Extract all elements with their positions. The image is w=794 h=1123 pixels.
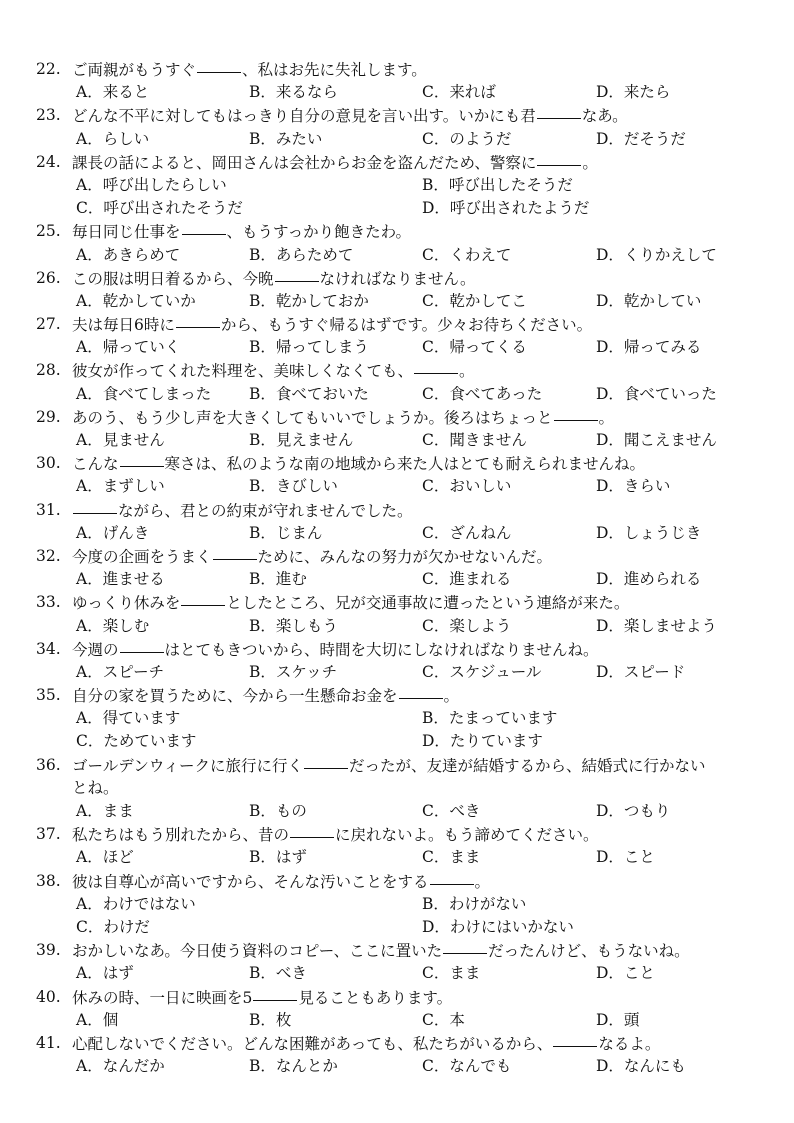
choices-row <box>36 893 776 916</box>
answer-choice[interactable]: D．きらい <box>596 477 671 496</box>
question-number: 26. <box>36 268 61 287</box>
answer-choice[interactable]: C．わけだ <box>76 917 150 936</box>
stem-text-before: 今度の企画をうまく <box>72 547 212 566</box>
answer-choice[interactable]: D．乾かしてい <box>596 291 702 310</box>
question-number: 27. <box>36 315 61 334</box>
choices-row <box>36 522 776 545</box>
question-number: 31. <box>36 500 61 519</box>
stem-text-after: だったが、友達が結婚するから、結婚式に行かない <box>348 756 706 775</box>
question-item <box>36 684 776 754</box>
choices-row <box>36 1009 776 1032</box>
question-stem <box>36 870 776 893</box>
answer-choice[interactable]: A．らしい <box>76 129 150 148</box>
answer-choice[interactable]: D．くりかえして <box>596 245 717 264</box>
answer-choice[interactable]: B．楽しもう <box>249 616 338 635</box>
stem-text-after: に戻れないよ。もう諦めてください。 <box>335 826 599 845</box>
answer-blank <box>290 823 334 838</box>
question-item <box>36 151 776 221</box>
stem-text-before: 夫は毎日6時に <box>72 316 175 335</box>
stem-text-before: 課長の話によると、岡田さんは会社からお金を盗んだため、警察に <box>72 153 537 172</box>
answer-blank <box>213 545 257 560</box>
answer-choice[interactable]: D．食べていった <box>596 384 717 403</box>
stem-text-before: 自分の家を買うために、今から一生懸命お金を <box>72 687 398 706</box>
question-number: 32. <box>36 546 61 565</box>
answer-choice[interactable]: B．見えません <box>249 431 354 449</box>
stem-text-after: 、私はお先に失礼します。 <box>242 61 427 79</box>
answer-blank <box>537 104 581 119</box>
question-number: 41. <box>36 1033 61 1052</box>
question-number: 38. <box>36 871 61 890</box>
answer-choice[interactable]: C．来れば <box>422 83 496 102</box>
answer-choice[interactable]: C．食べてあった <box>422 384 543 403</box>
answer-choice[interactable]: B．わけがない <box>422 894 527 913</box>
question-item <box>36 870 776 940</box>
answer-choice[interactable]: A．乾かしていか <box>76 291 196 310</box>
answer-choice[interactable]: D．なんにも <box>596 1057 686 1076</box>
question-number: 22. <box>36 60 61 78</box>
question-stem <box>36 754 776 777</box>
answer-choice[interactable]: A．げんき <box>76 523 150 542</box>
stem-text-after: 見ることもあります。 <box>298 988 453 1007</box>
question-number: 29. <box>36 407 61 426</box>
answer-choice[interactable]: B．もの <box>249 802 307 820</box>
answer-choice[interactable]: D．つもり <box>596 802 671 820</box>
stem-text-before: おかしいなあ。今日使う資料のコピー、ここに置いた <box>72 942 443 961</box>
answer-choice[interactable]: A．得ています <box>76 709 181 728</box>
answer-blank <box>275 267 319 282</box>
answer-blank <box>537 151 581 166</box>
stem-text-after: ために、みんなの努力が欠かせないんだ。 <box>257 547 553 566</box>
question-number: 35. <box>36 686 61 705</box>
question-stem <box>36 359 776 382</box>
question-item <box>36 823 776 869</box>
stem-text-before: ご両親がもうすぐ <box>72 61 197 79</box>
answer-blank <box>554 406 598 421</box>
answer-choice[interactable]: C．呼び出されたそうだ <box>76 199 243 218</box>
answer-choice[interactable]: B．進む <box>249 570 307 589</box>
stem-text-after: ながら、君との約束が守れませんでした。 <box>118 501 413 520</box>
question-item <box>36 313 776 359</box>
stem-text-after: としたところ、兄が交通事故に遭ったという連絡が来た。 <box>226 594 630 613</box>
question-stem <box>36 545 776 568</box>
answer-choice[interactable]: D．たりています <box>422 732 543 751</box>
answer-choice[interactable]: C．進まれる <box>422 570 512 589</box>
answer-choice[interactable]: B．なんとか <box>249 1057 338 1076</box>
stem-text-after: 。 <box>598 408 615 427</box>
answer-choice[interactable]: A．はず <box>76 964 134 983</box>
answer-blank <box>553 1032 597 1047</box>
choices-row <box>36 290 776 313</box>
answer-choice[interactable]: D．進められる <box>596 570 702 589</box>
question-item <box>36 638 776 684</box>
answer-choice[interactable]: A．なんだか <box>76 1057 165 1076</box>
answer-choice[interactable]: B．みたい <box>249 129 323 148</box>
stem-text-before: 休みの時、一日に映画を5 <box>72 988 253 1007</box>
choices-row <box>36 730 776 753</box>
choices-row <box>36 475 776 498</box>
choices-row <box>36 174 776 197</box>
answer-choice[interactable]: A．あきらめて <box>76 245 181 264</box>
answer-blank <box>414 359 458 374</box>
answer-choice[interactable]: D．帰ってみる <box>596 338 702 357</box>
question-stem <box>36 406 776 429</box>
answer-choice[interactable]: A．ほど <box>76 848 134 867</box>
question-number: 33. <box>36 593 61 612</box>
question-stem <box>36 499 776 522</box>
answer-choice[interactable]: C．帰ってくる <box>422 338 527 357</box>
question-stem <box>36 1032 776 1055</box>
answer-choice[interactable]: D．こと <box>596 964 655 983</box>
answer-choice[interactable]: A．帰っていく <box>76 338 181 357</box>
question-number: 28. <box>36 361 61 380</box>
stem-text-after: なあ。 <box>581 107 628 126</box>
question-item <box>36 220 776 266</box>
answer-blank <box>120 452 164 467</box>
question-item <box>36 452 776 498</box>
answer-choice[interactable]: C．本 <box>422 1010 465 1029</box>
answer-choice[interactable]: A．進ませる <box>76 570 165 589</box>
stem-text-before: あのう、もう少し声を大きくしてもいいでしょうか。後ろはちょっと <box>72 408 553 427</box>
question-number: 24. <box>36 152 61 171</box>
choices-row <box>36 916 776 939</box>
stem-text-after: 。 <box>459 362 475 381</box>
question-stem <box>36 823 776 846</box>
stem-text-before: どんな不平に対してもはっきり自分の意見を言い出す。いかにも君 <box>72 107 536 126</box>
stem-text-before: ゴールデンウィークに旅行に行く <box>72 756 303 775</box>
stem-text-before: 毎日同じ仕事を <box>72 223 181 242</box>
choices-row <box>36 615 776 638</box>
answer-blank <box>399 684 443 699</box>
question-number: 39. <box>36 941 61 960</box>
choices-row <box>36 846 776 869</box>
question-stem <box>36 267 776 290</box>
stem-text-before: この服は明日着るから、今晩 <box>72 269 274 288</box>
stem-text-after: 、もうすっかり飽きたわ。 <box>226 223 411 242</box>
answer-choice[interactable]: D．だそうだ <box>596 129 686 148</box>
answer-choice[interactable]: B．たまっています <box>422 709 558 728</box>
choices-row <box>36 1055 776 1078</box>
choices-row <box>36 81 776 104</box>
stem-text-after: 。 <box>474 872 491 891</box>
answer-choice[interactable]: B．きびしい <box>249 477 338 496</box>
stem-text-before: 彼女が作ってくれた料理を、美味しくなくても、 <box>72 362 414 381</box>
choices-row <box>36 197 776 220</box>
answer-choice[interactable]: D．スピード <box>596 662 686 681</box>
answer-choice[interactable]: B．はず <box>249 848 307 867</box>
choices-row <box>36 429 776 452</box>
stem-text-before: こんな <box>72 455 119 474</box>
choices-row <box>36 962 776 985</box>
question-stem <box>36 939 776 962</box>
answer-choice[interactable]: C．ためています <box>76 732 197 751</box>
choices-row <box>36 568 776 591</box>
question-item <box>36 406 776 452</box>
question-stem <box>36 591 776 614</box>
choices-row <box>36 707 776 730</box>
answer-choice[interactable]: C．なんでも <box>422 1057 512 1076</box>
question-stem <box>36 151 776 174</box>
stem-text-after: 。 <box>582 153 598 172</box>
answer-choice[interactable]: A．わけではない <box>76 894 196 913</box>
answer-choice[interactable]: D．こと <box>596 848 655 867</box>
answer-blank <box>181 591 225 606</box>
answer-choice[interactable]: C．スケジュール <box>422 662 542 681</box>
answer-choice[interactable]: C．乾かしてこ <box>422 291 527 310</box>
stem-text-before: 今週の <box>72 640 119 659</box>
question-item <box>36 359 776 405</box>
answer-blank <box>197 58 241 73</box>
question-number: 40. <box>36 987 61 1006</box>
answer-choice[interactable]: B．スケッチ <box>249 662 338 681</box>
question-number: 23. <box>36 106 61 125</box>
question-item <box>36 754 776 824</box>
answer-choice[interactable]: A．呼び出したらしい <box>76 175 227 194</box>
choices-row <box>36 244 776 267</box>
answer-choice[interactable]: B．あらためて <box>249 245 354 264</box>
answer-choice[interactable]: B．べき <box>249 964 307 983</box>
answer-choice[interactable]: D．呼び出されたようだ <box>422 199 590 218</box>
answer-choice[interactable]: B．帰ってしまう <box>249 338 369 357</box>
answer-choice[interactable]: B．呼び出したそうだ <box>422 175 573 194</box>
answer-choice[interactable]: C．聞きません <box>422 431 527 449</box>
question-number: 37. <box>36 825 61 844</box>
answer-choice[interactable]: C．べき <box>422 802 481 820</box>
question-item <box>36 267 776 313</box>
question-number: 30. <box>36 454 61 473</box>
stem-text-after: から、もうすぐ帰るはずです。少々お待ちください。 <box>220 316 593 335</box>
stem-text-after: 寒さは、私のような南の地域から来た人はとても耐えられませんね。 <box>164 455 646 474</box>
answer-choice[interactable]: B．食べておいた <box>249 384 369 403</box>
stem-text-before: 心配しないでください。どんな困難があっても、私たちがいるから、 <box>72 1034 553 1053</box>
choices-row <box>36 661 776 684</box>
answer-choice[interactable]: A．個 <box>76 1010 119 1029</box>
question-stem <box>36 986 776 1009</box>
question-stem <box>36 313 776 336</box>
answer-blank <box>253 986 297 1001</box>
answer-choice[interactable]: C．楽しよう <box>422 616 512 635</box>
answer-choice[interactable]: C．おいしい <box>422 477 512 496</box>
answer-blank <box>430 870 474 885</box>
question-number: 25. <box>36 222 61 241</box>
answer-blank <box>304 754 348 769</box>
question-number: 36. <box>36 755 61 774</box>
answer-choice[interactable]: A．食べてしまった <box>76 384 212 403</box>
question-item <box>36 939 776 985</box>
answer-choice[interactable]: B．乾かしておか <box>249 291 369 310</box>
answer-choice[interactable]: B．じまん <box>249 523 323 542</box>
question-number: 34. <box>36 639 61 658</box>
answer-choice[interactable]: C．くわえて <box>422 245 512 264</box>
answer-choice[interactable]: D．来たら <box>596 83 671 102</box>
answer-choice[interactable]: A．楽しむ <box>76 616 150 635</box>
answer-choice[interactable]: A．まずしい <box>76 477 165 496</box>
answer-blank <box>120 638 164 653</box>
stem-text-after: なければなりません。 <box>319 269 476 288</box>
question-stem <box>36 638 776 661</box>
question-item <box>36 1032 776 1078</box>
answer-choice[interactable]: C．まま <box>422 964 481 983</box>
answer-choice[interactable]: D．聞こえません <box>596 431 717 449</box>
answer-choice[interactable]: A．来ると <box>76 83 150 102</box>
choices-row <box>36 128 776 151</box>
choices-row <box>36 383 776 406</box>
stem-text-after: なるよ。 <box>598 1034 661 1053</box>
answer-blank <box>176 313 220 328</box>
question-item <box>36 58 776 104</box>
stem-text-after: はとてもきついから、時間を大切にしなければなりませんね。 <box>164 640 599 659</box>
choices-row <box>36 800 776 823</box>
answer-blank <box>73 499 117 514</box>
question-item <box>36 499 776 545</box>
answer-choice[interactable]: B．枚 <box>249 1010 292 1029</box>
question-sheet <box>36 58 776 1078</box>
question-stem <box>36 104 776 127</box>
answer-choice[interactable]: A．スピーチ <box>76 662 165 681</box>
answer-choice[interactable]: B．来るなら <box>249 83 338 102</box>
answer-choice[interactable]: A．見ません <box>76 431 165 449</box>
question-item <box>36 545 776 591</box>
stem-text-after: だったんけど、もうないね。 <box>488 942 690 961</box>
stem-text-after: 。 <box>443 687 460 706</box>
question-item <box>36 104 776 150</box>
answer-choice[interactable]: D．頭 <box>596 1010 640 1029</box>
answer-choice[interactable]: D．わけにはいかない <box>422 917 574 936</box>
question-stem <box>36 220 776 243</box>
answer-blank <box>443 939 487 954</box>
stem-continuation: とね。 <box>72 778 119 797</box>
question-item <box>36 986 776 1032</box>
question-stem <box>36 452 776 475</box>
question-item <box>36 591 776 637</box>
answer-choice[interactable]: C．のようだ <box>422 129 512 148</box>
answer-choice[interactable]: C．まま <box>422 848 481 867</box>
choices-row <box>36 336 776 359</box>
stem-text-before: 彼は自尊心が高いですから、そんな汚いことをする <box>72 872 429 891</box>
question-stem <box>36 684 776 707</box>
answer-choice[interactable]: D．しょうじき <box>596 523 702 542</box>
answer-choice[interactable]: D．楽しませよう <box>596 616 717 635</box>
question-stem <box>36 58 776 81</box>
stem-text-before: ゆっくり休みを <box>72 594 181 613</box>
answer-choice[interactable]: A．まま <box>76 802 134 820</box>
answer-choice[interactable]: C．ざんねん <box>422 523 512 542</box>
answer-blank <box>182 220 226 235</box>
stem-text-before: 私たちはもう別れたから、昔の <box>72 826 290 845</box>
